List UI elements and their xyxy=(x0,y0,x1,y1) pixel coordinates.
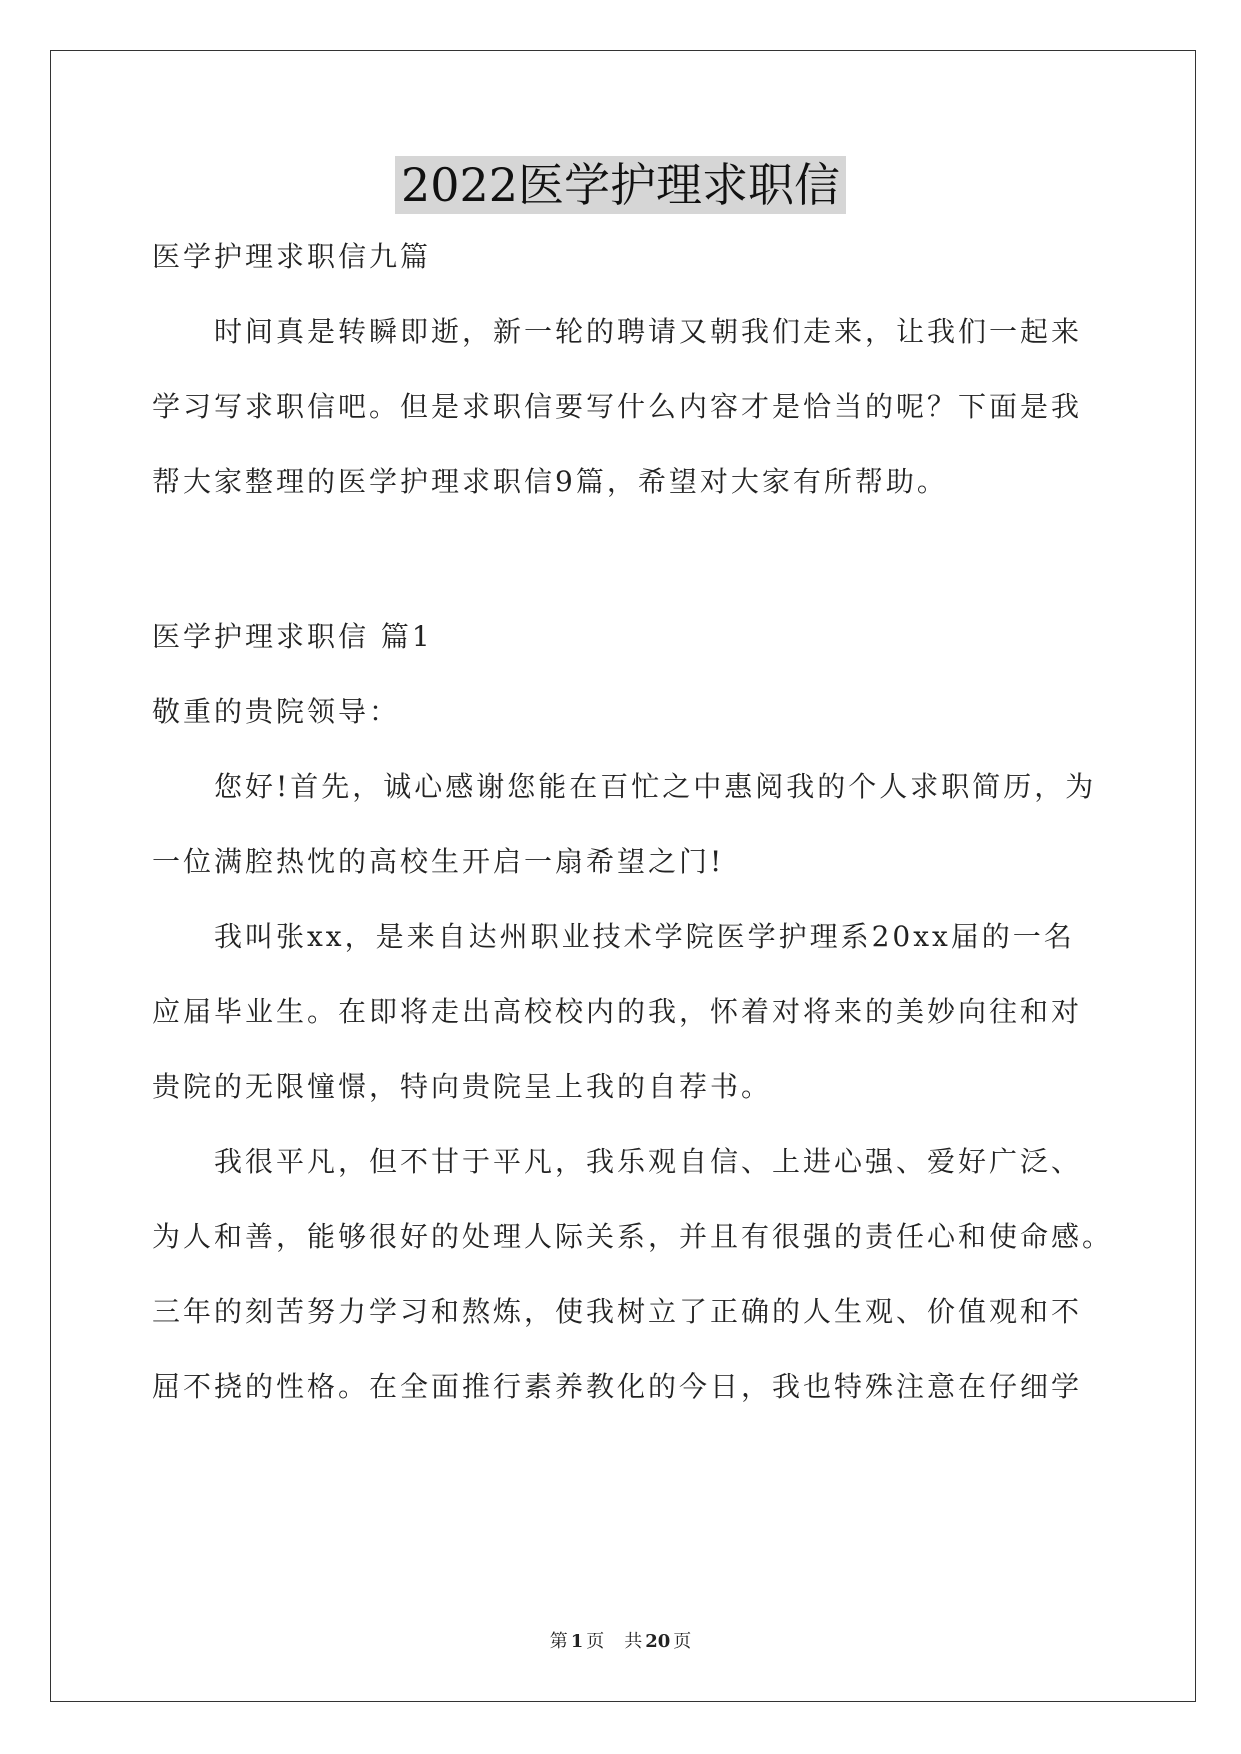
paragraph-line: 我叫张xx，是来自达州职业技术学院医学护理系20xx届的一名 xyxy=(152,920,1075,953)
paragraph-line: 我很平凡，但不甘于平凡，我乐观自信、上进心强、爱好广泛、 xyxy=(152,1145,1083,1178)
paragraph-line: 应届毕业生。在即将走出高校校内的我，怀着对将来的美妙向往和对 xyxy=(152,995,1083,1028)
paragraph-line: 您好!首先，诚心感谢您能在百忙之中惠阅我的个人求职简历，为 xyxy=(152,770,1097,803)
document-title xyxy=(0,155,1241,215)
page-current: 1 xyxy=(570,1631,584,1652)
paragraph-line: 屈不挠的性格。在全面推行素养教化的今日，我也特殊注意在仔细学 xyxy=(152,1370,1083,1403)
total-prefix: 共 xyxy=(624,1631,643,1652)
page-prefix: 第 xyxy=(549,1631,568,1652)
paragraph-line: 一位满腔热忱的高校生开启一扇希望之门! xyxy=(152,845,725,878)
paragraph-line: 时间真是转瞬即逝，新一轮的聘请又朝我们走来，让我们一起来 xyxy=(152,315,1083,348)
subtitle-line: 医学护理求职信九篇 xyxy=(152,240,432,273)
paragraph-line: 三年的刻苦努力学习和熬炼，使我树立了正确的人生观、价值观和不 xyxy=(152,1295,1083,1328)
total-suffix: 页 xyxy=(673,1631,692,1652)
paragraph-line: 为人和善，能够很好的处理人际关系，并且有很强的责任心和使命感。 xyxy=(152,1220,1114,1253)
salutation-line: 敬重的贵院领导： xyxy=(152,695,401,728)
page-footer xyxy=(0,1630,1241,1654)
paragraph-line: 学习写求职信吧。但是求职信要写什么内容才是恰当的呢？下面是我 xyxy=(152,390,1083,423)
page-total: 20 xyxy=(645,1631,671,1652)
section-heading: 医学护理求职信 篇1 xyxy=(152,620,433,653)
paragraph-line: 贵院的无限憧憬，特向贵院呈上我的自荐书。 xyxy=(152,1070,773,1103)
paragraph-line: 帮大家整理的医学护理求职信9篇，希望对大家有所帮助。 xyxy=(152,465,948,498)
document-title-text: 2022医学护理求职信 xyxy=(395,156,846,214)
page-suffix: 页 xyxy=(586,1631,605,1652)
